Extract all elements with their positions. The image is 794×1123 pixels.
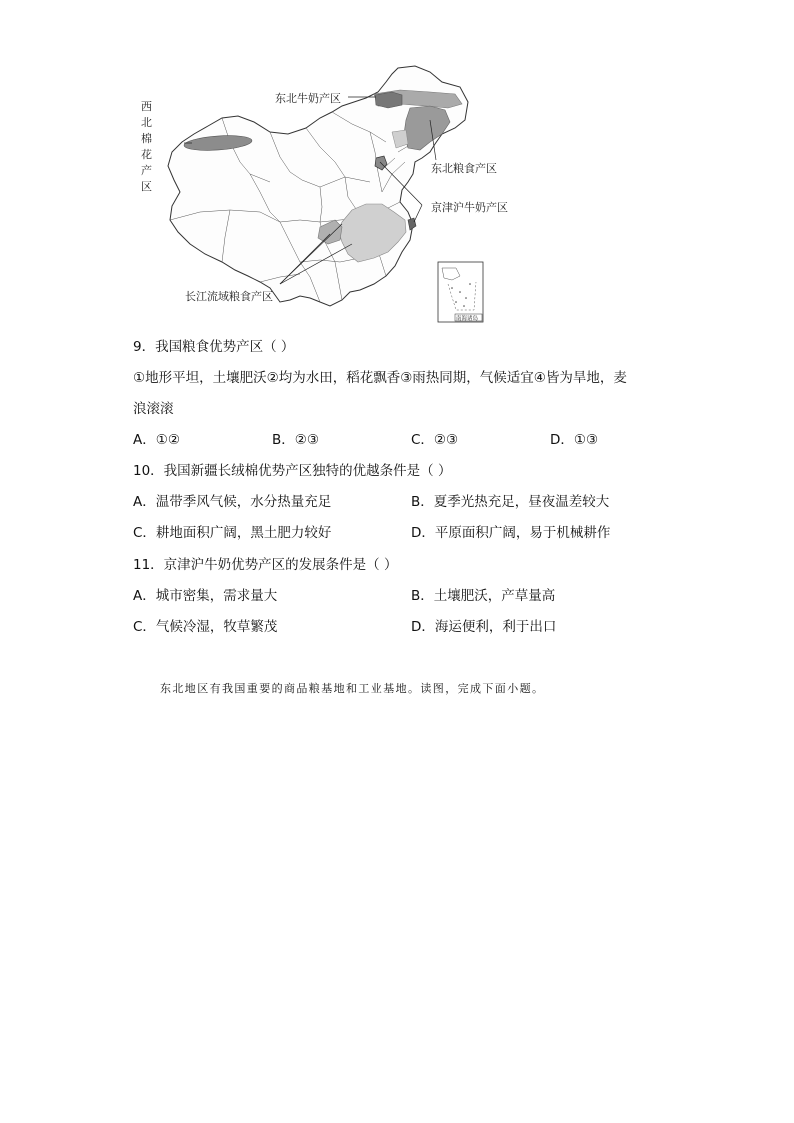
q9-statements-line2: 浪滚滚 bbox=[133, 401, 174, 417]
q10-option-a[interactable]: A．温带季风气候，水分热量充足 bbox=[133, 494, 332, 510]
q9-option-d[interactable]: D．①③ bbox=[550, 432, 599, 448]
q10-option-c[interactable]: C．耕地面积广阔，黑土肥力较好 bbox=[133, 525, 332, 541]
label-northwest-cotton-2: 北 bbox=[141, 116, 152, 129]
q11-stem: 11．京津沪牛奶优势产区的发展条件是（ ） bbox=[133, 557, 398, 573]
q11-option-b[interactable]: B．土壤肥沃，产草量高 bbox=[411, 588, 556, 604]
q10-option-b[interactable]: B．夏季光热充足，昼夜温差较大 bbox=[411, 494, 610, 510]
next-section-intro: 东北地区有我国重要的商品粮基地和工业基地。读图，完成下面小题。 bbox=[160, 682, 545, 695]
q11-option-c[interactable]: C．气候冷湿，牧草繁茂 bbox=[133, 619, 278, 635]
northeast-grain-region bbox=[404, 106, 450, 150]
label-jjh-milk: 京津沪牛奶产区 bbox=[431, 201, 508, 214]
china-agriculture-map bbox=[130, 62, 540, 324]
q11-option-d[interactable]: D．海运便利，利于出口 bbox=[411, 619, 557, 635]
q10-stem: 10．我国新疆长绒棉优势产区独特的优越条件是（ ） bbox=[133, 463, 452, 479]
south-china-sea-inset bbox=[438, 262, 483, 322]
q9-option-a[interactable]: A．①② bbox=[133, 432, 180, 448]
inset-label: 南海诸岛 bbox=[456, 316, 479, 322]
label-northeast-grain: 东北粮食产区 bbox=[431, 162, 497, 175]
label-northeast-milk: 东北牛奶产区 bbox=[275, 92, 341, 105]
label-northwest-cotton-1: 西 bbox=[141, 100, 152, 113]
label-northwest-cotton-6: 区 bbox=[141, 180, 152, 193]
q11-option-a[interactable]: A．城市密集，需求量大 bbox=[133, 588, 278, 604]
label-northwest-cotton-4: 花 bbox=[141, 148, 152, 161]
q10-option-d[interactable]: D．平原面积广阔，易于机械耕作 bbox=[411, 525, 611, 541]
map-svg bbox=[130, 62, 540, 324]
q9-option-c[interactable]: C．②③ bbox=[411, 432, 459, 448]
q9-stem: 9．我国粮食优势产区（ ） bbox=[133, 339, 295, 355]
q9-option-b[interactable]: B．②③ bbox=[272, 432, 319, 448]
label-northwest-cotton-5: 产 bbox=[141, 164, 152, 177]
label-northwest-cotton-3: 棉 bbox=[141, 132, 152, 145]
label-yangtze-grain: 长江流域粮食产区 bbox=[185, 290, 273, 303]
q9-statements-line1: ①地形平坦，土壤肥沃②均为水田，稻花飘香③雨热同期，气候适宜④皆为旱地，麦 bbox=[133, 370, 627, 386]
northeast-milk-core bbox=[375, 92, 402, 108]
